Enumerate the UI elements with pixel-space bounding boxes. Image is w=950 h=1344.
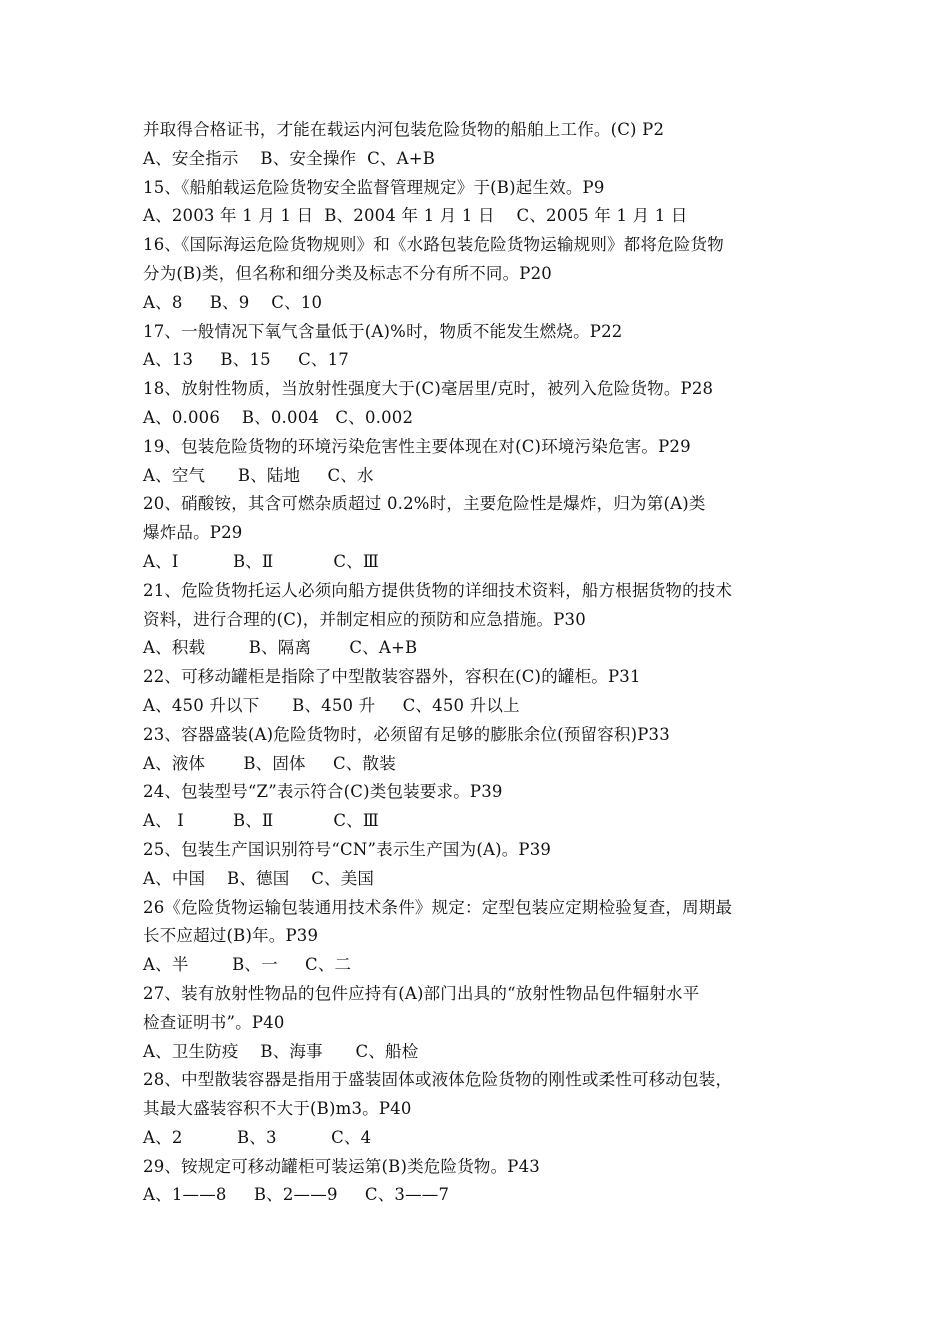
- document-body: [143, 116, 813, 1210]
- text-line: 其最大盛装容积不大于(B)m3。P40: [143, 1099, 412, 1119]
- text-line: A、Ⅰ B、Ⅱ C、Ⅲ: [143, 551, 379, 571]
- text-line: 25、包装生产国识别符号“CN”表示生产国为(A)。P39: [143, 839, 552, 859]
- text-line: 长不应超过(B)年。P39: [143, 926, 319, 946]
- text-line: 21、危险货物托运人必须向船方提供货物的详细技术资料，船方根据货物的技术: [143, 580, 733, 600]
- text-line: A、卫生防疫 B、海事 C、船检: [143, 1041, 419, 1061]
- text-line: 26《危险货物运输包装通用技术条件》规定：定型包装应定期检验复查，周期最: [143, 897, 733, 917]
- text-line: 19、包装危险货物的环境污染危害性主要体现在对(C)环境污染危害。P29: [143, 436, 691, 456]
- text-line: 18、放射性物质，当放射性强度大于(C)毫居里/克时，被列入危险货物。P28: [143, 379, 714, 399]
- text-line: A、2003 年 1 月 1 日 B、2004 年 1 月 1 日 C、2005 年 1 月 1 日: [143, 206, 688, 226]
- text-line: 28、中型散装容器是指用于盛装固体或液体危险货物的刚性或柔性可移动包装，: [143, 1070, 733, 1090]
- text-line: 24、包装型号“Z”表示符合(C)类包装要求。P39: [143, 782, 503, 802]
- text-line: A、液体 B、固体 C、散装: [143, 753, 396, 773]
- text-line: 23、容器盛装(A)危险货物时，必须留有足够的膨胀余位(预留容积)P33: [143, 724, 670, 744]
- text-line: A、中国 B、德国 C、美国: [143, 868, 375, 888]
- text-line: A、8 B、9 C、10: [143, 292, 323, 312]
- text-line: A、积载 B、隔离 C、A+B: [143, 638, 418, 658]
- text-line: A、 Ⅰ B、Ⅱ C、Ⅲ: [143, 811, 379, 831]
- text-line: 检查证明书”。P40: [143, 1012, 285, 1032]
- text-line: 27、装有放射性物品的包件应持有(A)部门出具的“放射性物品包件辐射水平: [143, 983, 700, 1003]
- text-line: 16、《国际海运危险货物规则》和《水路包装危险货物运输规则》都将危险货物: [143, 235, 724, 255]
- text-line: 20、硝酸铵，其含可燃杂质超过 0.2%时，主要危险性是爆炸，归为第(A)类: [143, 494, 706, 514]
- text-line: A、1——8 B、2——9 C、3——7: [143, 1185, 450, 1205]
- text-line: A、半 B、一 C、二: [143, 955, 352, 975]
- text-line: 22、可移动罐柜是指除了中型散装容器外，容积在(C)的罐柜。P31: [143, 667, 641, 687]
- text-line: A、空气 B、陆地 C、水: [143, 465, 374, 485]
- text-line: A、安全指示 B、安全操作 C、A+B: [143, 148, 436, 168]
- text-line: 爆炸品。P29: [143, 523, 243, 543]
- text-line: A、0.006 B、0.004 C、0.002: [143, 407, 414, 427]
- text-line: A、2 B、3 C、4: [143, 1127, 372, 1147]
- text-line: 分为(B)类，但名称和细分类及标志不分有所不同。P20: [143, 263, 552, 283]
- text-line: 15、《船舶载运危险货物安全监督管理规定》于(B)起生效。P9: [143, 177, 605, 197]
- text-line: A、13 B、15 C、17: [143, 350, 350, 370]
- text-line: 并取得合格证书，才能在载运内河包装危险货物的船舶上工作。(C) P2: [143, 120, 665, 139]
- text-line: 17、一般情况下氧气含量低于(A)%时，物质不能发生燃烧。P22: [143, 321, 623, 341]
- text-line: 资料，进行合理的(C)，并制定相应的预防和应急措施。P30: [143, 609, 586, 629]
- text-line: 29、铵规定可移动罐柜可装运第(B)类危险货物。P43: [143, 1156, 540, 1176]
- text-line: A、450 升以下 B、450 升 C、450 升以上: [143, 695, 520, 715]
